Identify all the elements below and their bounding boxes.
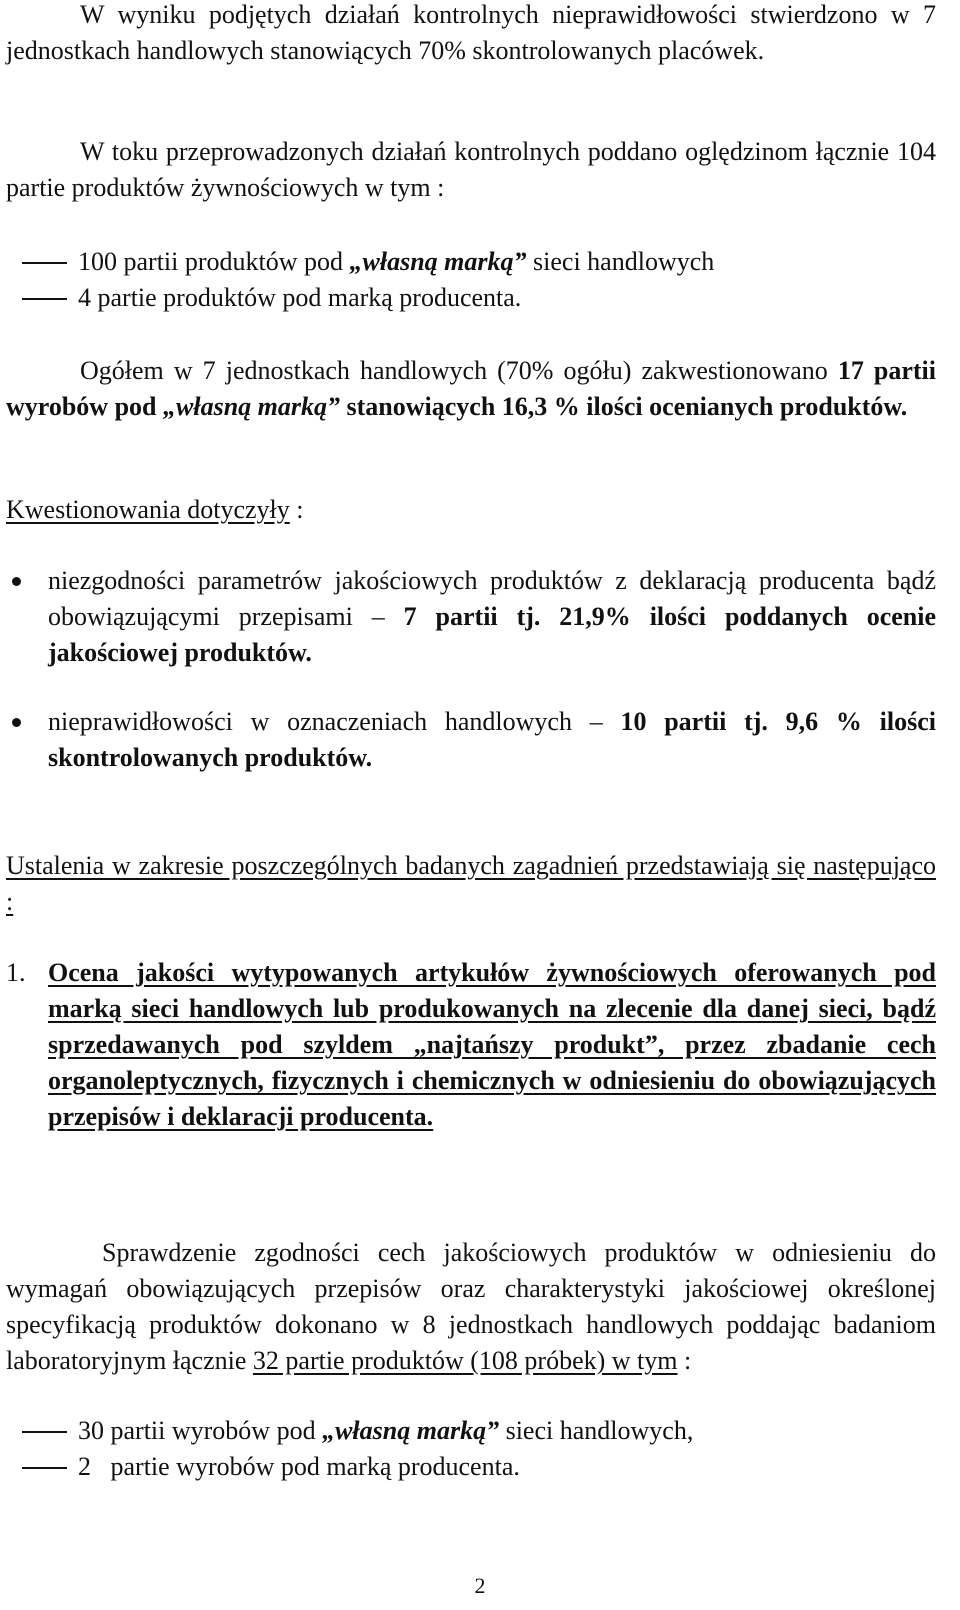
bullet-marker <box>12 577 21 586</box>
list-questionings <box>6 563 936 776</box>
paragraph-lab-tests-tail: : <box>677 1346 692 1375</box>
paragraph-inspection <box>6 134 936 206</box>
heading-colon: : <box>289 495 304 524</box>
list-item-text: 100 partii produktów pod <box>78 247 350 276</box>
summary-bold-text: stanowiących 16,3 % ilości ocenianych produktów. <box>340 392 908 421</box>
paragraph-summary-text: Ogółem w 7 jednostkach handlowych (70% ogółu) zakwestionowano <box>80 356 838 385</box>
heading-questionings-text: Kwestionowania dotyczyły <box>6 495 290 524</box>
list-item-text: niezgodności parametrów jakościowych produktów z deklaracją producenta bądź obowiązującymi przepisami – <box>48 566 936 631</box>
section-number: 1. <box>6 958 26 987</box>
list-item <box>6 563 936 671</box>
list-item-bold-text: 7 partii tj. 21,9% ilości poddanych ocenie jakościowej produktów. <box>48 602 936 667</box>
paragraph-lab-tests-text: Sprawdzenie zgodności cech jakościowych produktów w odniesieniu do wymagań obowiązujących przepisów oraz charakterystyki jakościowej określonej specyfikacją produktów dokonano w 8 jednostkach handlowych poddając badaniom laboratoryjnym łącznie <box>6 1238 936 1375</box>
dash-marker <box>22 262 67 264</box>
list-tested-products <box>6 1413 936 1485</box>
page-number: 2 <box>474 1573 486 1598</box>
bullet-marker <box>12 718 21 727</box>
list-item <box>6 280 936 316</box>
paragraph-inspection-text: W toku przeprowadzonych działań kontrolnych poddano oględzinom łącznie 104 partie produktów żywnościowych w tym : <box>6 137 936 202</box>
list-item-bold-text: 10 partii tj. 9,6 % ilości skontrolowanych produktów. <box>48 707 936 772</box>
section-1 <box>6 955 936 1135</box>
list-item-text: nieprawidłowości w oznaczeniach handlowych – <box>48 707 621 736</box>
list-item <box>6 244 936 280</box>
list-item-text: 4 partie produktów pod marką producenta. <box>78 283 522 312</box>
list-item <box>6 1449 936 1485</box>
list-inspected-products <box>6 244 936 316</box>
paragraph-findings <box>6 0 936 69</box>
dash-marker <box>22 1431 67 1433</box>
paragraph-summary <box>6 353 936 425</box>
heading-questionings <box>6 492 936 528</box>
heading-findings-text: Ustalenia w zakresie poszczególnych badanych zagadnień przedstawiają się następująco : <box>6 851 936 916</box>
section-title: Ocena jakości wytypowanych artykułów żywnościowych oferowanych pod marką sieci handlowych lub produkowanych na zlecenie dla danej sieci, bądź sprzedawanych pod szyldem „najtańszy produkt”, przez zbadanie cech organoleptycznych, fizycznych i chemicznych w odniesieniu do obowiązujących przepisów i deklaracji producenta. <box>48 958 936 1131</box>
paragraph-findings-text: W wyniku podjętych działań kontrolnych nieprawidłowości stwierdzono w 7 jednostkach handlowych stanowiących 70% skontrolowanych placówek. <box>6 0 936 65</box>
own-brand-emphasis: „własną marką” <box>349 247 527 276</box>
dash-marker <box>22 298 67 300</box>
list-item-text: sieci handlowych, <box>499 1416 694 1445</box>
own-brand-emphasis: „własną marką” <box>322 1416 500 1445</box>
heading-findings <box>6 848 936 920</box>
lab-tests-underlined-text: 32 partie produktów (108 próbek) w tym <box>252 1346 678 1375</box>
summary-bold-text: 17 partii wyrobów pod <box>6 356 936 421</box>
paragraph-lab-tests <box>6 1235 936 1379</box>
list-item <box>6 1413 936 1449</box>
own-brand-emphasis: „własną marką” <box>163 392 341 421</box>
list-item <box>6 704 936 776</box>
list-item-text: 2 partie wyrobów pod marką producenta. <box>78 1452 520 1481</box>
list-item-text: 30 partii wyrobów pod <box>78 1416 323 1445</box>
dash-marker <box>22 1467 67 1469</box>
list-item-text: sieci handlowych <box>526 247 715 276</box>
